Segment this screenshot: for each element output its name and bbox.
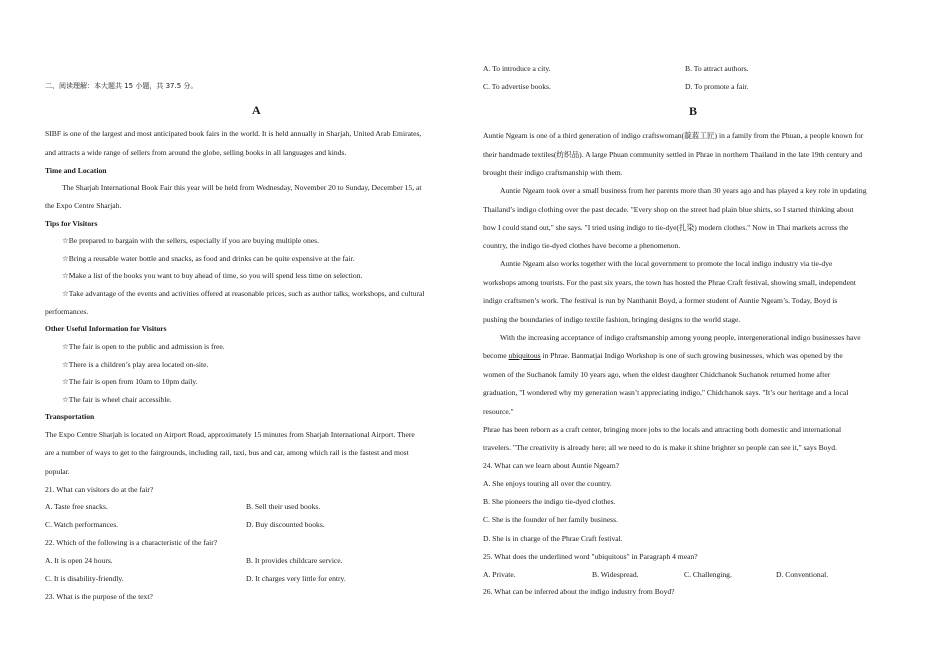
underlined-word: ubiquitous [508, 351, 541, 360]
passage-b-line: Auntie Ngeam also works together with the local government to promote the local indigo industry via tie-dye [500, 259, 833, 268]
option-25-d: D. Conventional. [776, 570, 829, 579]
option-21-a: A. Taste free snacks. [45, 502, 108, 511]
section-heading: 二、阅读理解：本大题共 15 小题，共 37.5 分。 [45, 82, 198, 90]
transport-line: popular. [45, 467, 70, 476]
option-23-a: A. To introduce a city. [483, 64, 551, 73]
passage-b-line: pushing the boundaries of indigo textile fashion, bringing designs to the world stage. [483, 315, 741, 324]
info-item: ☆The fair is wheel chair accessible. [62, 395, 172, 404]
option-21-d: D. Buy discounted books. [246, 520, 325, 529]
passage-b-line: their handmade textiles(纺织品). A large Phuan community settled in Phrae in northern Thailand in the late 19th century and [483, 150, 863, 159]
passage-b-line: workshops among tourists. For the past six years, the town has hosted the Phrae Craft festival, showing small, independent [483, 278, 856, 287]
passage-a-intro-line: and attracts a wide range of sellers from around the globe, selling books in all languages and kinds. [45, 148, 347, 157]
option-22-d: D. It charges very little for entry. [246, 574, 346, 583]
passage-b-line [483, 351, 843, 361]
passage-b-line: brought their indigo craftsmanship with them. [483, 168, 623, 177]
passage-b-line: how I could stand out," she says. "I tried using indigo to tie-dye(扎染) modern clothes." Now in Thai markets across the [483, 223, 849, 232]
passage-b-line: Auntie Ngeam is one of a third generation of indigo craftswoman(靛蓝工匠) in a family from the Phuan, a people known for [483, 131, 864, 140]
question-22: 22. Which of the following is a characteristic of the fair? [45, 538, 218, 547]
info-heading: Other Useful Information for Visitors [45, 324, 167, 333]
passage-b-title: B [689, 104, 698, 118]
option-22-b: B. It provides childcare service. [246, 556, 343, 565]
passage-b-line: women of the Suchanok family 10 years ago, when the eldest daughter Chidchanok Suchanok returned home after [483, 370, 831, 379]
tip-item: ☆Be prepared to bargain with the sellers, especially if you are buying multiple ones. [62, 236, 319, 245]
question-24: 24. What can we learn about Auntie Ngeam? [483, 461, 620, 470]
info-item: ☆The fair is open from 10am to 10pm daily. [62, 377, 198, 386]
tip-item: performances. [45, 307, 89, 316]
option-25-c: C. Challenging. [684, 570, 732, 579]
info-item: ☆The fair is open to the public and admission is free. [62, 342, 225, 351]
passage-b-line: travelers. "The creativity is already here; all we need to do is make it shine brighter so people can see it," says Boyd. [483, 443, 837, 452]
info-item: ☆There is a children’s play area located on-site. [62, 360, 209, 369]
question-21: 21. What can visitors do at the fair? [45, 485, 154, 494]
question-25: 25. What does the underlined word "ubiquitous" in Paragraph 4 mean? [483, 552, 698, 561]
option-24-a: A. She enjoys touring all over the country. [483, 479, 612, 488]
line-text: become [483, 351, 509, 360]
tips-heading: Tips for Visitors [45, 219, 98, 228]
option-21-b: B. Sell their used books. [246, 502, 321, 511]
passage-b-line: Phrae has been reborn as a craft center, bringing more jobs to the locals and attracting both domestic and international [483, 425, 842, 434]
question-23: 23. What is the purpose of the text? [45, 592, 153, 601]
option-21-c: C. Watch performances. [45, 520, 119, 529]
option-22-a: A. It is open 24 hours. [45, 556, 113, 565]
option-23-d: D. To promote a fair. [685, 82, 749, 91]
transport-line: are a number of ways to get to the fairgrounds, including rail, taxi, bus and car, among which rail is the fastest and most [45, 448, 409, 457]
option-23-c: C. To advertise books. [483, 82, 551, 91]
passage-b-line: With the increasing acceptance of indigo craftsmanship among young people, intergenerational indigo businesses have [500, 333, 861, 342]
passage-a-title: A [252, 103, 261, 117]
passage-b-line: country, the indigo tie-dyed clothes have become a phenomenon. [483, 241, 681, 250]
option-25-a: A. Private. [483, 570, 516, 579]
option-22-c: C. It is disability-friendly. [45, 574, 124, 583]
option-25-b: B. Widespread. [592, 570, 639, 579]
time-location-line: the Expo Centre Sharjah. [45, 201, 122, 210]
passage-b-line: graduation, "I wondered why my generation wasn’t appreciating indigo," Chidchanok says. "It’s our heritage and a local [483, 388, 849, 397]
passage-b-line: resource." [483, 407, 514, 416]
option-24-b: B. She pioneers the indigo tie-dyed clothes. [483, 497, 616, 506]
transport-line: The Expo Centre Sharjah is located on Airport Road, approximately 15 minutes from Sharjah International Airport. There [45, 430, 415, 439]
tip-item: ☆Take advantage of the events and activities offered at reasonable prices, such as author talks, workshops, and cultural [62, 289, 425, 298]
tip-item: ☆Bring a reusable water bottle and snacks, as food and drinks can be quite expensive at the fair. [62, 254, 355, 263]
passage-b-line: indigo craftsmen’s work. The festival is run by Nanthanit Boyd, a former student of Auntie Ngeam’s. Today, Boyd is [483, 296, 838, 305]
passage-a-intro-line: SIBF is one of the largest and most anticipated book fairs in the world. It is held annually in Sharjah, United Arab Emirates, [45, 129, 422, 138]
option-23-b: B. To attract authors. [685, 64, 749, 73]
option-24-d: D. She is in charge of the Phrae Craft festival. [483, 534, 623, 543]
time-location-heading: Time and Location [45, 166, 107, 175]
tip-item: ☆Make a list of the books you want to buy ahead of time, so you will spend less time on selection. [62, 271, 363, 280]
question-26: 26. What can be inferred about the indigo industry from Boyd? [483, 587, 675, 596]
passage-b-line: Thailand’s indigo clothing over the past decade. "Every shop on the street had plain blue shirts, so I started thinking about [483, 205, 854, 214]
time-location-line: The Sharjah International Book Fair this year will be held from Wednesday, November 20 to Sunday, December 15, at [62, 183, 422, 192]
option-24-c: C. She is the founder of her family business. [483, 515, 618, 524]
passage-b-line: Auntie Ngeam took over a small business from her parents more than 30 years ago and has played a key role in updating [500, 186, 867, 195]
transport-heading: Transportation [45, 412, 95, 421]
line-text: in Phrae. Banmatjai Indigo Workshop is one of such growing businesses, which was opened by the [540, 351, 843, 360]
